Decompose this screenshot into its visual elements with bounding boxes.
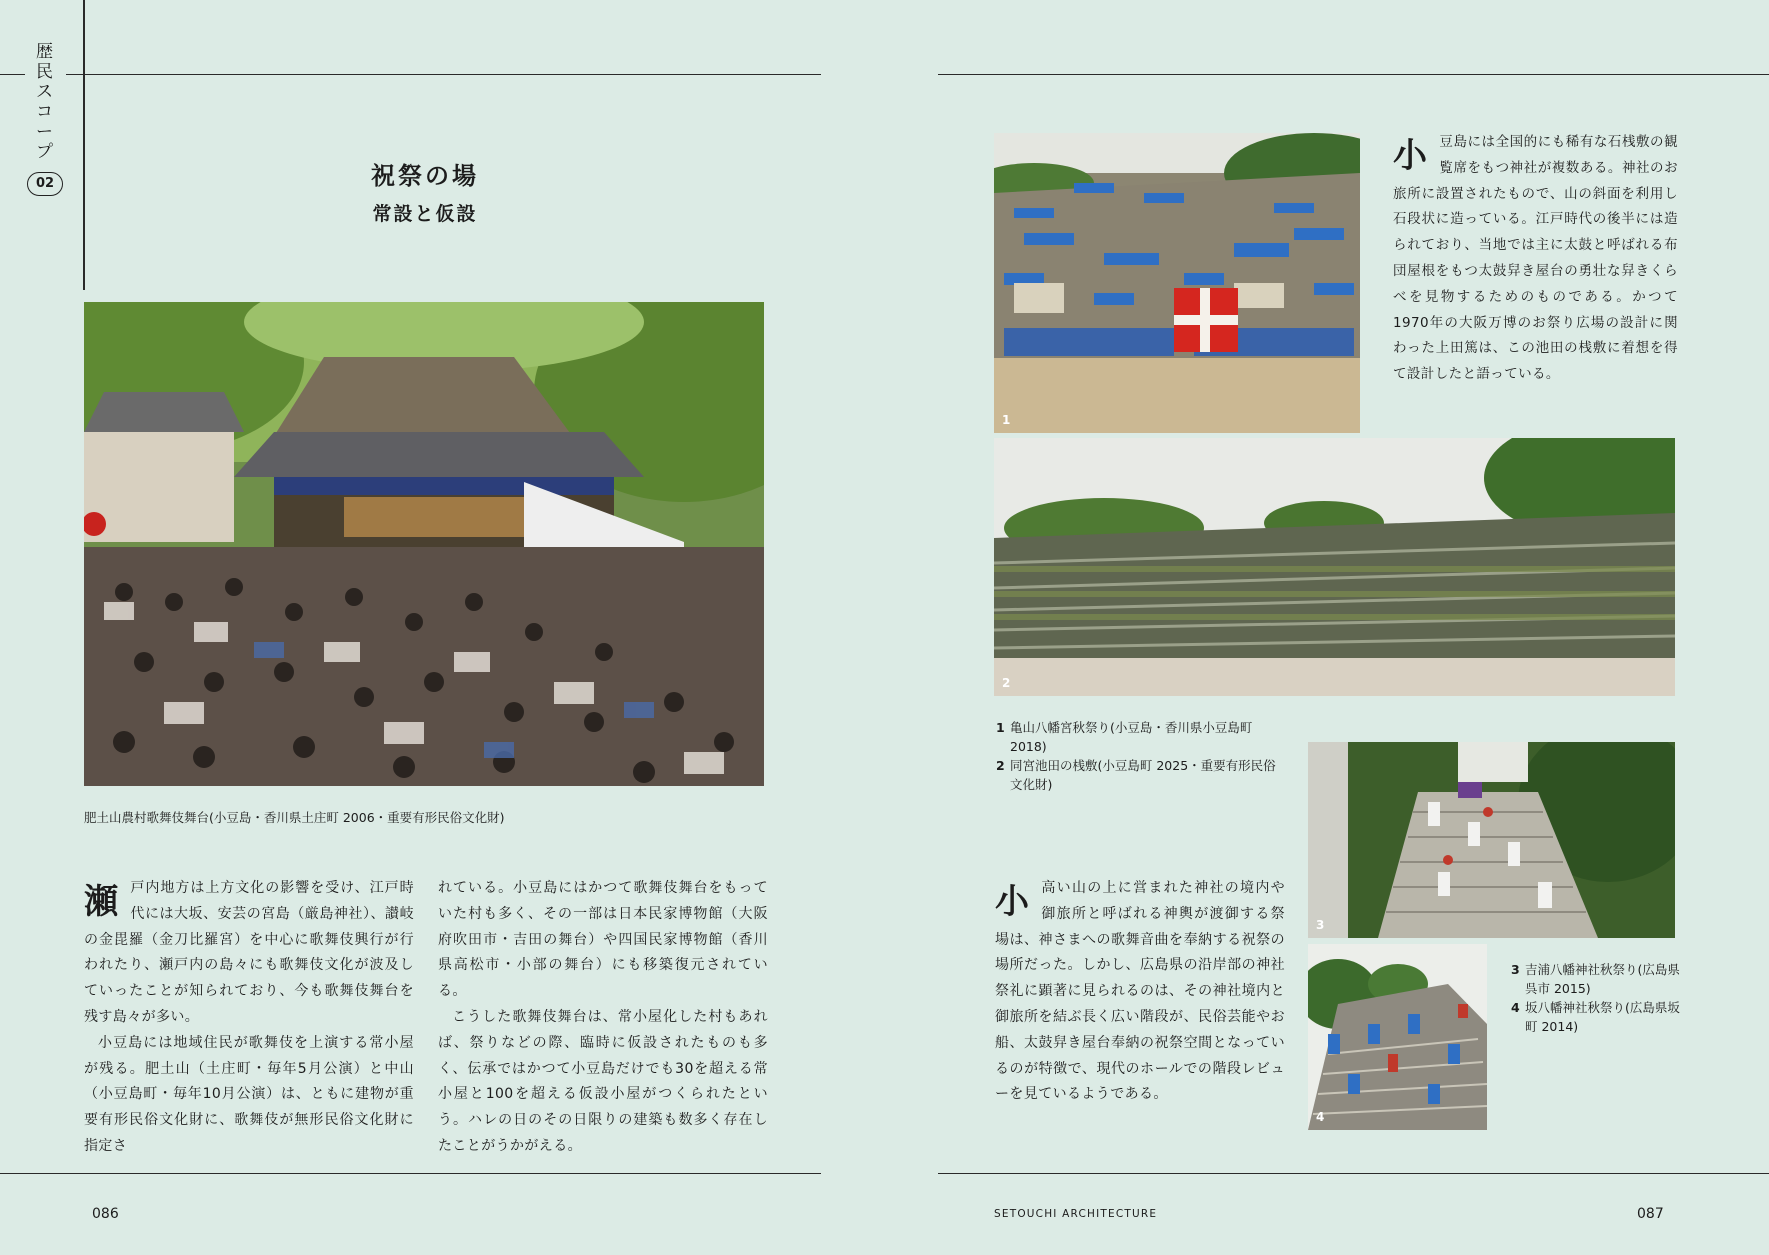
captions-3-4 [1511,960,1681,1036]
heading-subtitle: 常設と仮設 [372,203,478,225]
paragraph: 小高い山の上に営まれた神社の境内や御旅所と呼ばれる神輿が渡御する祭場は、神さまへの歌舞音曲を奉納する祝祭の場所だった。しかし、広島県の沿岸部の神社祭礼に顕著に見られるのは、その神社境内と御旅所を結ぶ長く広い階段が、民俗芸能やお船、太鼓舁き屋台奉納の祝祭空間となっているのが特徴で、現代のホールでの階段レビューを見ているようである。 [995,880,1285,1103]
series-title-char: ス [36,82,54,102]
series-number-badge: 02 [27,172,63,196]
series-title-char: 民 [36,62,54,82]
series-title-char: 歴 [36,42,54,62]
footer-brand: SETOUCHI ARCHITECTURE [994,1208,1158,1220]
page-number-left: 086 [92,1206,119,1222]
left-column-1 [84,876,414,1160]
photo-number: 3 [1316,918,1325,932]
right-top-rule [938,74,1769,75]
dropcap: 小 [1393,136,1428,176]
left-top-rule [0,74,25,75]
stairs-festival-photo-4 [1308,944,1487,1130]
festival-photo-1 [994,133,1360,433]
photo-number: 2 [1002,676,1011,690]
left-bottom-rule [0,1173,821,1174]
page-number-right: 087 [1637,1206,1664,1222]
right-bottom-rule [938,1173,1769,1174]
caption-item: 4 坂八幡神社秋祭り(広島県坂町 2014) [1511,1000,1680,1034]
right-top-text [1393,130,1678,388]
paragraph: れている。小豆島にはかつて歌舞伎舞台をもっていた村も多く、その一部は日本民家博物館（大阪府吹田市・吉田の舞台）や四国民家博物館（香川県高松市・小部の舞台）にも移築復元されている。 [438,880,768,1000]
stone-terrace-photo-2 [994,438,1675,696]
heading-title: 祝祭の場 [371,162,479,190]
series-title-char: ー [36,122,54,142]
paragraph: 小豆島には全国的にも稀有な石桟敷の観覧席をもつ神社が複数ある。神社のお旅所に設置されたもので、山の斜面を利用し石段状に造っている。江戸時代の後半には造られており、当地では主に太鼓と呼ばれる布団屋根をもつ太鼓舁き屋台の勇壮な舁きくらべを見物するためのものである。かつて1970年の大阪万博のお祭り広場の設計に関わった上田篤は、この池田の桟敷に着想を得て設計したと語っている。 [1393,134,1678,383]
dropcap: 瀬 [84,882,119,922]
left-column-2 [438,876,768,1160]
series-title [32,42,58,162]
right-bottom-text [995,876,1285,1108]
captions-1-2 [996,718,1276,794]
kabuki-stage-photo [84,302,764,786]
main-photo-caption: 肥土山農村歌舞伎舞台(小豆島・香川県土庄町 2006・重要有形民俗文化財) [84,810,505,825]
series-title-char: プ [36,142,54,162]
caption-item: 3 吉浦八幡神社秋祭り(広島県呉市 2015) [1511,962,1680,996]
paragraph: 瀬戸内地方は上方文化の影響を受け、江戸時代には大坂、安芸の宮島（厳島神社）、讃岐の金毘羅（金刀比羅宮）を中心に歌舞伎興行が行われたり、瀬戸内の島々にも歌舞伎文化が波及していったことが知られており、今も歌舞伎舞台を残す島々が多い。 [84,880,414,1025]
paragraph: こうした歌舞伎舞台は、常小屋化した村もあれば、祭りなどの際、臨時に仮設されたものも多く、伝承ではかつて小豆島だけでも30を超える常小屋と100を超える仮設小屋がつくられたという。ハレの日のその日限りの建築も数多く存在したことがうかがえる。 [438,1008,768,1154]
photo-number: 1 [1002,413,1011,427]
caption-item: 1 亀山八幡宮秋祭り(小豆島・香川県小豆島町 2018) [996,720,1253,754]
left-top-rule-long [66,74,821,75]
paragraph: 小豆島には地域住民が歌舞伎を上演する常小屋が残る。肥土山（土庄町・毎年5月公演）と中山（小豆島町・毎年10月公演）は、ともに建物が重要有形民俗文化財に、歌舞伎が無形民俗文化財に指定さ [84,1034,414,1154]
caption-item: 2 同宮池田の桟敷(小豆島町 2025・重要有形民俗文化財) [996,758,1276,792]
article-heading [300,156,550,226]
photo-number: 4 [1316,1110,1325,1124]
left-vertical-rule [83,0,85,290]
dropcap: 小 [995,882,1030,922]
series-title-char: コ [36,102,54,122]
stairs-festival-photo-3 [1308,742,1675,938]
